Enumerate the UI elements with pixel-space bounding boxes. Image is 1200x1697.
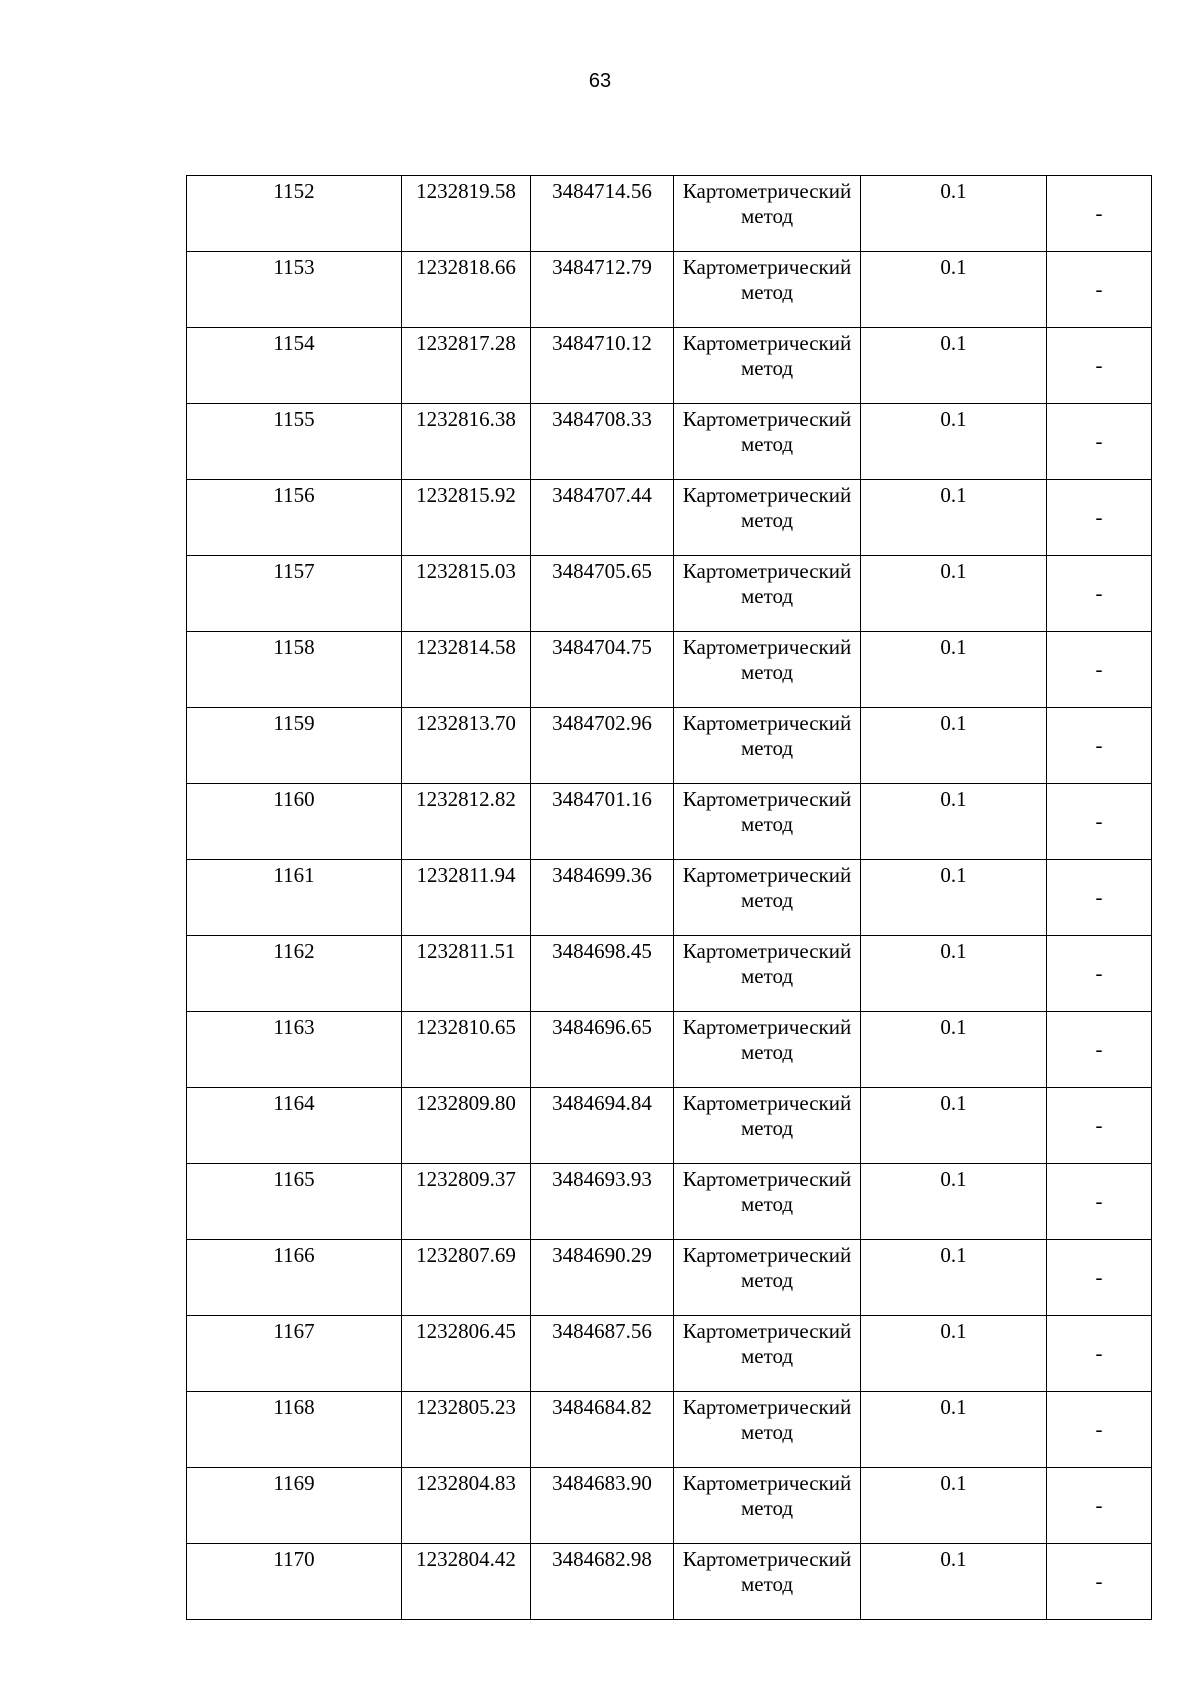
y-coordinate-cell: 3484704.75	[531, 632, 674, 708]
point-number-cell: 1168	[187, 1392, 402, 1468]
method-line-1: Картометрический	[682, 711, 852, 735]
method-line-2: метод	[740, 1572, 794, 1596]
note-cell: -	[1047, 1240, 1152, 1316]
y-coordinate-cell: 3484701.16	[531, 784, 674, 860]
method-line-2: метод	[740, 1268, 794, 1292]
table-row	[187, 556, 1152, 632]
accuracy-cell: 0.1	[861, 1392, 1047, 1468]
accuracy-cell: 0.1	[861, 936, 1047, 1012]
method-cell	[674, 1468, 861, 1544]
x-coordinate-cell: 1232807.69	[402, 1240, 531, 1316]
point-number-cell: 1165	[187, 1164, 402, 1240]
accuracy-cell: 0.1	[861, 176, 1047, 252]
point-number-cell: 1162	[187, 936, 402, 1012]
point-number-cell: 1167	[187, 1316, 402, 1392]
method-line-1: Картометрический	[682, 1091, 852, 1115]
x-coordinate-cell: 1232811.51	[402, 936, 531, 1012]
table-row	[187, 1316, 1152, 1392]
method-line-1: Картометрический	[682, 1243, 852, 1267]
point-number-cell: 1157	[187, 556, 402, 632]
note-cell: -	[1047, 252, 1152, 328]
note-cell: -	[1047, 632, 1152, 708]
x-coordinate-cell: 1232806.45	[402, 1316, 531, 1392]
method-line-1: Картометрический	[682, 1167, 852, 1191]
method-cell	[674, 1088, 861, 1164]
y-coordinate-cell: 3484714.56	[531, 176, 674, 252]
x-coordinate-cell: 1232815.92	[402, 480, 531, 556]
point-number-cell: 1161	[187, 860, 402, 936]
y-coordinate-cell: 3484707.44	[531, 480, 674, 556]
y-coordinate-cell: 3484705.65	[531, 556, 674, 632]
method-cell	[674, 1316, 861, 1392]
note-cell: -	[1047, 328, 1152, 404]
y-coordinate-cell: 3484712.79	[531, 252, 674, 328]
table-row	[187, 328, 1152, 404]
method-cell	[674, 1544, 861, 1620]
accuracy-cell: 0.1	[861, 1164, 1047, 1240]
point-number-cell: 1164	[187, 1088, 402, 1164]
method-line-2: метод	[740, 280, 794, 304]
point-number-cell: 1154	[187, 328, 402, 404]
method-line-2: метод	[740, 1040, 794, 1064]
table-row	[187, 632, 1152, 708]
point-number-cell: 1155	[187, 404, 402, 480]
note-cell: -	[1047, 404, 1152, 480]
table-row	[187, 1088, 1152, 1164]
accuracy-cell: 0.1	[861, 784, 1047, 860]
method-line-2: метод	[740, 584, 794, 608]
method-cell	[674, 556, 861, 632]
table-row	[187, 252, 1152, 328]
table-row	[187, 404, 1152, 480]
method-line-2: метод	[740, 964, 794, 988]
x-coordinate-cell: 1232816.38	[402, 404, 531, 480]
table-row	[187, 1392, 1152, 1468]
accuracy-cell: 0.1	[861, 1240, 1047, 1316]
point-number-cell: 1169	[187, 1468, 402, 1544]
y-coordinate-cell: 3484698.45	[531, 936, 674, 1012]
note-cell: -	[1047, 1468, 1152, 1544]
method-line-2: метод	[740, 1496, 794, 1520]
method-cell	[674, 404, 861, 480]
table-row	[187, 1164, 1152, 1240]
coordinates-table	[186, 175, 1152, 1620]
accuracy-cell: 0.1	[861, 328, 1047, 404]
table-row	[187, 480, 1152, 556]
method-cell	[674, 1392, 861, 1468]
method-line-2: метод	[740, 1344, 794, 1368]
x-coordinate-cell: 1232813.70	[402, 708, 531, 784]
accuracy-cell: 0.1	[861, 708, 1047, 784]
note-cell: -	[1047, 1164, 1152, 1240]
y-coordinate-cell: 3484702.96	[531, 708, 674, 784]
point-number-cell: 1159	[187, 708, 402, 784]
x-coordinate-cell: 1232814.58	[402, 632, 531, 708]
y-coordinate-cell: 3484687.56	[531, 1316, 674, 1392]
table-row	[187, 1240, 1152, 1316]
note-cell: -	[1047, 556, 1152, 632]
accuracy-cell: 0.1	[861, 632, 1047, 708]
note-cell: -	[1047, 936, 1152, 1012]
method-cell	[674, 632, 861, 708]
point-number-cell: 1163	[187, 1012, 402, 1088]
point-number-cell: 1160	[187, 784, 402, 860]
method-line-2: метод	[740, 736, 794, 760]
method-line-1: Картометрический	[682, 863, 852, 887]
method-line-1: Картометрический	[682, 1015, 852, 1039]
point-number-cell: 1170	[187, 1544, 402, 1620]
method-line-2: метод	[740, 356, 794, 380]
method-line-1: Картометрический	[682, 559, 852, 583]
method-line-1: Картометрический	[682, 1547, 852, 1571]
y-coordinate-cell: 3484710.12	[531, 328, 674, 404]
y-coordinate-cell: 3484694.84	[531, 1088, 674, 1164]
x-coordinate-cell: 1232809.80	[402, 1088, 531, 1164]
x-coordinate-cell: 1232805.23	[402, 1392, 531, 1468]
y-coordinate-cell: 3484682.98	[531, 1544, 674, 1620]
accuracy-cell: 0.1	[861, 1468, 1047, 1544]
point-number-cell: 1156	[187, 480, 402, 556]
table-row	[187, 176, 1152, 252]
method-line-1: Картометрический	[682, 255, 852, 279]
method-cell	[674, 860, 861, 936]
method-line-1: Картометрический	[682, 483, 852, 507]
note-cell: -	[1047, 1544, 1152, 1620]
method-line-2: метод	[740, 660, 794, 684]
x-coordinate-cell: 1232818.66	[402, 252, 531, 328]
method-line-1: Картометрический	[682, 179, 852, 203]
accuracy-cell: 0.1	[861, 1012, 1047, 1088]
accuracy-cell: 0.1	[861, 1544, 1047, 1620]
x-coordinate-cell: 1232809.37	[402, 1164, 531, 1240]
method-line-2: метод	[740, 432, 794, 456]
x-coordinate-cell: 1232804.83	[402, 1468, 531, 1544]
table-row	[187, 1468, 1152, 1544]
coordinates-table-body	[187, 176, 1152, 1620]
accuracy-cell: 0.1	[861, 556, 1047, 632]
table-row	[187, 1012, 1152, 1088]
x-coordinate-cell: 1232819.58	[402, 176, 531, 252]
table-row	[187, 1544, 1152, 1620]
note-cell: -	[1047, 176, 1152, 252]
method-line-1: Картометрический	[682, 1319, 852, 1343]
method-line-1: Картометрический	[682, 1471, 852, 1495]
method-line-1: Картометрический	[682, 1395, 852, 1419]
accuracy-cell: 0.1	[861, 860, 1047, 936]
method-cell	[674, 328, 861, 404]
x-coordinate-cell: 1232817.28	[402, 328, 531, 404]
method-cell	[674, 708, 861, 784]
method-line-2: метод	[740, 508, 794, 532]
accuracy-cell: 0.1	[861, 1088, 1047, 1164]
point-number-cell: 1152	[187, 176, 402, 252]
note-cell: -	[1047, 784, 1152, 860]
method-cell	[674, 1012, 861, 1088]
note-cell: -	[1047, 1012, 1152, 1088]
point-number-cell: 1158	[187, 632, 402, 708]
method-cell	[674, 480, 861, 556]
accuracy-cell: 0.1	[861, 1316, 1047, 1392]
method-cell	[674, 784, 861, 860]
x-coordinate-cell: 1232815.03	[402, 556, 531, 632]
note-cell: -	[1047, 1392, 1152, 1468]
point-number-cell: 1153	[187, 252, 402, 328]
method-line-2: метод	[740, 204, 794, 228]
accuracy-cell: 0.1	[861, 404, 1047, 480]
x-coordinate-cell: 1232812.82	[402, 784, 531, 860]
y-coordinate-cell: 3484696.65	[531, 1012, 674, 1088]
note-cell: -	[1047, 1088, 1152, 1164]
table-row	[187, 784, 1152, 860]
x-coordinate-cell: 1232804.42	[402, 1544, 531, 1620]
method-line-2: метод	[740, 888, 794, 912]
method-line-2: метод	[740, 1192, 794, 1216]
y-coordinate-cell: 3484708.33	[531, 404, 674, 480]
method-cell	[674, 176, 861, 252]
method-cell	[674, 1164, 861, 1240]
y-coordinate-cell: 3484699.36	[531, 860, 674, 936]
table-row	[187, 708, 1152, 784]
y-coordinate-cell: 3484684.82	[531, 1392, 674, 1468]
method-cell	[674, 1240, 861, 1316]
note-cell: -	[1047, 860, 1152, 936]
page-number: 63	[588, 70, 612, 92]
y-coordinate-cell: 3484683.90	[531, 1468, 674, 1544]
method-line-1: Картометрический	[682, 407, 852, 431]
accuracy-cell: 0.1	[861, 480, 1047, 556]
method-line-2: метод	[740, 812, 794, 836]
method-line-1: Картометрический	[682, 939, 852, 963]
table-row	[187, 860, 1152, 936]
y-coordinate-cell: 3484693.93	[531, 1164, 674, 1240]
method-line-2: метод	[740, 1420, 794, 1444]
x-coordinate-cell: 1232810.65	[402, 1012, 531, 1088]
method-line-2: метод	[740, 1116, 794, 1140]
table-row	[187, 936, 1152, 1012]
y-coordinate-cell: 3484690.29	[531, 1240, 674, 1316]
method-line-1: Картометрический	[682, 787, 852, 811]
method-line-1: Картометрический	[682, 331, 852, 355]
note-cell: -	[1047, 708, 1152, 784]
note-cell: -	[1047, 1316, 1152, 1392]
method-cell	[674, 252, 861, 328]
note-cell: -	[1047, 480, 1152, 556]
accuracy-cell: 0.1	[861, 252, 1047, 328]
point-number-cell: 1166	[187, 1240, 402, 1316]
method-cell	[674, 936, 861, 1012]
x-coordinate-cell: 1232811.94	[402, 860, 531, 936]
method-line-1: Картометрический	[682, 635, 852, 659]
